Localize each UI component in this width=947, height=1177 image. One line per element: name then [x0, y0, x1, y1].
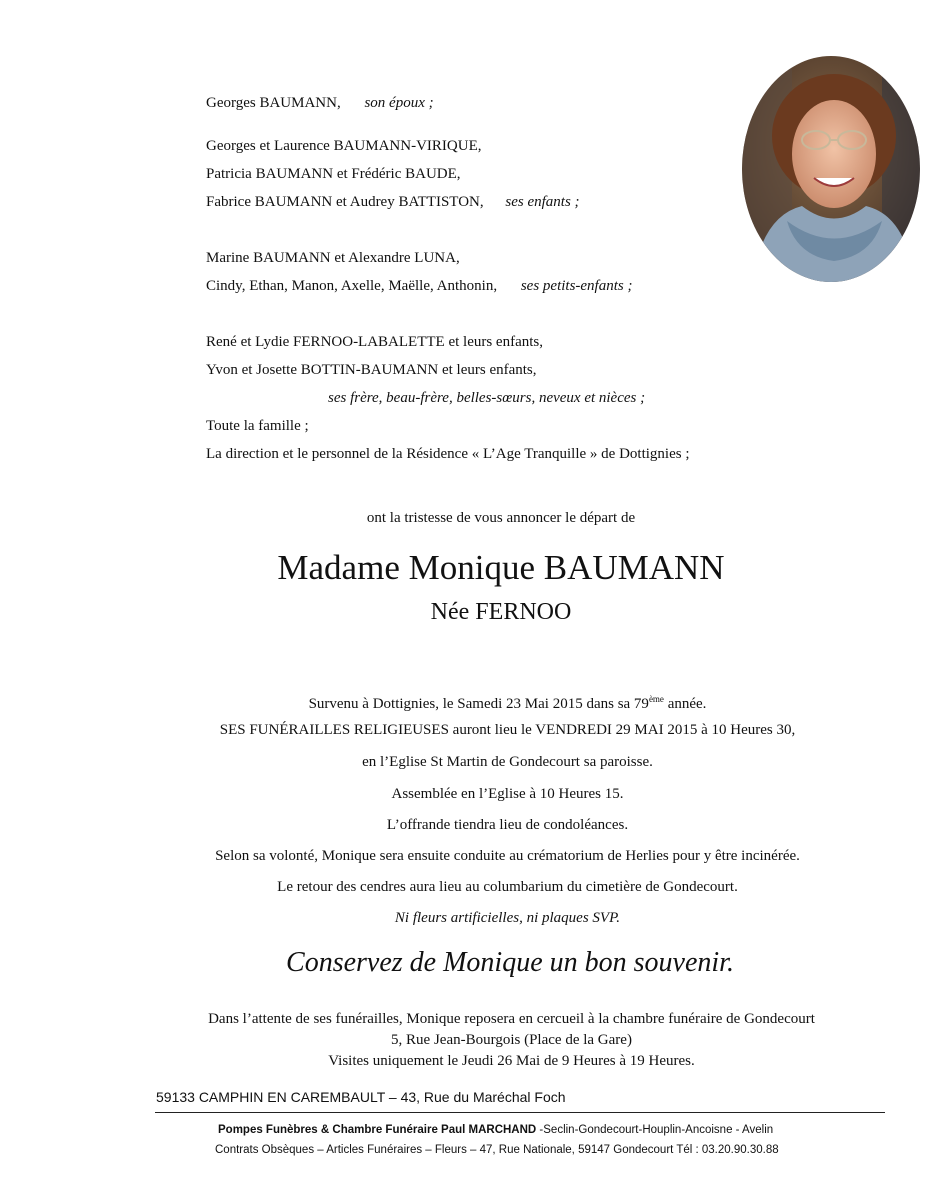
grandchild-line — [206, 277, 632, 295]
memory-line: Conservez de Monique un bon souvenir. — [286, 947, 734, 978]
detail-line: Selon sa volonté, Monique sera ensuite conduite au crématorium de Herlies pour y être incinérée. — [215, 848, 800, 864]
portrait-image — [742, 56, 920, 282]
siblings-role: ses frère, beau-frère, belles-sœurs, neveux et nièces ; — [328, 390, 646, 406]
company-name: Pompes Funèbres & Chambre Funéraire Paul MARCHAND — [218, 1124, 537, 1136]
child-line: Patricia BAUMANN et Frédéric BAUDE, — [206, 166, 461, 182]
ordinal-suffix: ème — [648, 694, 664, 704]
child-line: Georges et Laurence BAUMANN-VIRIQUE, — [206, 138, 482, 154]
company-locations: -Seclin-Gondecourt-Houplin-Ancoisne - Avelin — [536, 1124, 774, 1136]
viewing-line: 5, Rue Jean-Bourgois (Place de la Gare) — [391, 1032, 632, 1048]
family-line: Toute la famille ; — [206, 418, 309, 434]
birth-name: Née FERNOO — [430, 599, 572, 625]
footer-contracts-line: Contrats Obsèques – Articles Funéraires – Fleurs – 47, Rue Nationale, 59147 Gondecourt Tél : 03.20.90.30.88 — [215, 1144, 779, 1156]
sibling-line: Yvon et Josette BOTTIN-BAUMANN et leurs enfants, — [206, 362, 537, 378]
deceased-name: Madame Monique BAUMANN — [277, 548, 725, 587]
grandchildren-role: ses petits-enfants ; — [520, 278, 633, 294]
no-flowers-line: Ni fleurs artificielles, ni plaques SVP. — [394, 910, 621, 926]
detail-line: Le retour des cendres aura lieu au columbarium du cimetière de Gondecourt. — [277, 879, 738, 895]
detail-line: Assemblée en l’Eglise à 10 Heures 15. — [391, 786, 624, 802]
address-line: 59133 CAMPHIN EN CAREMBAULT – 43, Rue du Maréchal Foch — [156, 1089, 566, 1105]
detail-line: en l’Eglise St Martin de Gondecourt sa paroisse. — [362, 754, 653, 770]
grandchild-line: Marine BAUMANN et Alexandre LUNA, — [206, 250, 460, 266]
death-line — [34, 690, 947, 713]
detail-line: SES FUNÉRAILLES RELIGIEUSES auront lieu le VENDREDI 29 MAI 2015 à 10 Heures 30, — [219, 722, 796, 738]
footer-company-line — [218, 1121, 773, 1139]
death-text: Survenu à Dottignies, le Samedi 23 Mai 2015 dans sa 79 — [308, 696, 649, 712]
death-text-end: année. — [663, 696, 707, 712]
announcement-text: ont la tristesse de vous annoncer le départ de — [366, 510, 636, 526]
viewing-line: Dans l’attente de ses funérailles, Monique reposera en cercueil à la chambre funéraire de Gondecourt — [208, 1011, 815, 1027]
spouse-role: son époux ; — [364, 95, 434, 111]
footer-divider — [155, 1112, 885, 1113]
child-line — [206, 193, 580, 211]
spouse-name: Georges BAUMANN, — [206, 95, 341, 111]
portrait-photo — [742, 56, 920, 282]
child-name: Fabrice BAUMANN et Audrey BATTISTON, — [206, 194, 484, 210]
detail-line: L’offrande tiendra lieu de condoléances. — [386, 817, 629, 833]
viewing-line: Visites uniquement le Jeudi 26 Mai de 9 Heures à 19 Heures. — [328, 1053, 695, 1069]
grandchild-names: Cindy, Ethan, Manon, Axelle, Maëlle, Anthonin, — [206, 278, 498, 294]
spouse-line — [206, 94, 434, 112]
children-role: ses enfants ; — [505, 194, 580, 210]
residence-line: La direction et le personnel de la Résidence « L’Age Tranquille » de Dottignies ; — [206, 446, 690, 462]
sibling-line: René et Lydie FERNOO-LABALETTE et leurs enfants, — [206, 334, 544, 350]
